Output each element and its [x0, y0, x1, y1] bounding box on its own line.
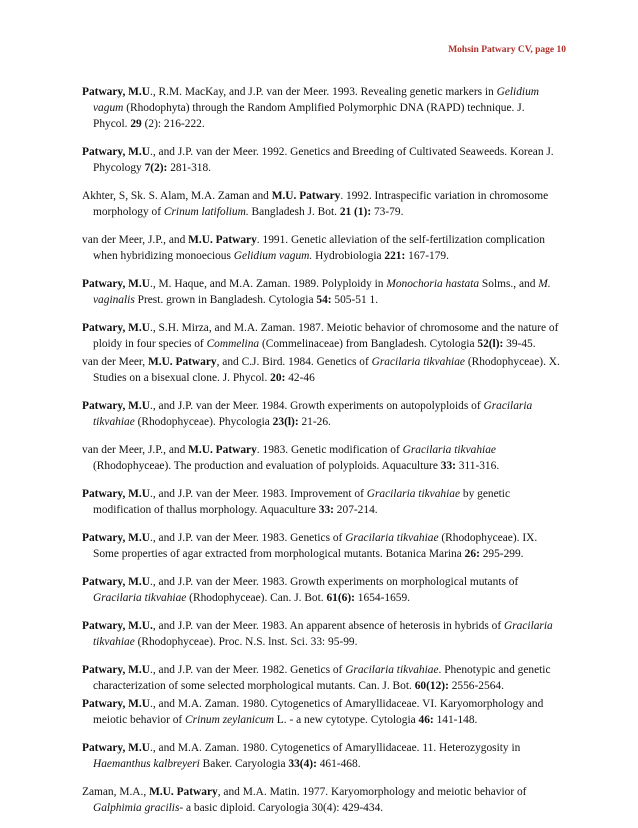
- reference-entry: [82, 662, 560, 694]
- italic-text: Gracilaria tikvahiae: [371, 356, 465, 368]
- bold-text: Patwary, M.U: [82, 400, 151, 412]
- reference-text: van der Meer,: [82, 356, 148, 368]
- bold-text: 33:: [440, 460, 456, 472]
- reference-text: by genetic modification of thallus morphology. Aquaculture: [93, 488, 511, 516]
- italic-text: Gracilaria tikvahiae: [345, 532, 439, 544]
- bold-text: Patwary, M.U: [82, 488, 151, 500]
- bold-text: Patwary, M.U: [82, 146, 151, 158]
- reference-text: Baker. Caryologia: [199, 758, 289, 770]
- bold-text: 33:: [318, 504, 334, 516]
- reference-text: (Rhodophyta) through the Random Amplified Polymorphic DNA (RAPD) technique. J. Phycol.: [93, 102, 525, 130]
- italic-text: Gelidium vagum.: [233, 250, 313, 262]
- italic-text: M. vaginalis: [93, 278, 551, 306]
- italic-text: Gracilaria tikvahiae: [366, 488, 461, 500]
- reference-text: van der Meer, J.P., and: [82, 234, 189, 246]
- reference-text: Prest. grown in Bangladesh. Cytologia: [134, 294, 317, 306]
- reference-entry: [82, 618, 560, 650]
- reference-text: ., and J.P. van der Meer. 1982. Genetics of: [150, 664, 346, 676]
- reference-text: 207-214.: [333, 504, 378, 516]
- bold-text: 20:: [270, 372, 286, 384]
- italic-text: Monochoria hastata: [386, 278, 480, 290]
- reference-text: , and J.P. van der Meer. 1983. An apparent absence of heterosis in hybrids of: [152, 620, 504, 632]
- bold-text: 23(l):: [272, 416, 299, 428]
- italic-text: Crinum zeylanicum: [185, 714, 274, 726]
- reference-text: ., and M.A. Zaman. 1980. Cytogenetics of Amaryllidaceae. VI. Karyomorphology and meiotic behavior of: [93, 698, 544, 726]
- reference-text: 141-148.: [433, 714, 478, 726]
- bold-text: Patwary, M.U: [82, 278, 151, 290]
- reference-text: , and M.A. Matin. 1977. Karyomorphology and meiotic behavior of: [217, 786, 527, 798]
- bold-text: 61(6):: [326, 592, 355, 604]
- reference-entry: [82, 276, 560, 308]
- reference-text: (2): 216-222.: [141, 118, 205, 130]
- reference-text: 21-26.: [298, 416, 331, 428]
- reference-text: Solms., and: [479, 278, 539, 290]
- bold-text: Patwary, M.U: [82, 698, 151, 710]
- reference-list: [82, 84, 560, 828]
- reference-entry: [82, 320, 560, 352]
- reference-entry: [82, 398, 560, 430]
- reference-text: 311-316.: [455, 460, 500, 472]
- italic-text: Gracilaria tikvahiae: [93, 620, 553, 648]
- reference-entry: [82, 232, 560, 264]
- bold-text: Patwary, M.U.: [82, 620, 153, 632]
- reference-text: (Rhodophyceae). IX. Some properties of agar extracted from morphological mutants. Botanica Marina: [93, 532, 538, 560]
- bold-text: 7(2):: [144, 162, 168, 174]
- bold-text: 46:: [418, 714, 434, 726]
- bold-text: Patwary, M.U: [82, 532, 151, 544]
- reference-text: ., S.H. Mirza, and M.A. Zaman. 1987. Meiotic behavior of chromosome and the nature of ploidy in four species of: [93, 322, 559, 350]
- reference-entry: [82, 442, 560, 474]
- reference-text: 461-468.: [316, 758, 361, 770]
- bold-text: 21 (1):: [339, 206, 372, 218]
- reference-text: (Rhodophyceae). Proc. N.S. lnst. Sci. 33: 95-99.: [134, 636, 358, 648]
- italic-text: Haemanthus kalbreyeri: [93, 758, 200, 770]
- bold-text: M.U. Patwary: [147, 356, 217, 368]
- bold-text: 60(12):: [414, 680, 449, 692]
- reference-text: . 1983. Genetic modification of: [256, 444, 403, 456]
- reference-text: 505-51 1.: [331, 294, 379, 306]
- reference-text: (Rhodophyceae). Can. J. Bot.: [186, 592, 327, 604]
- reference-text: 295-299.: [479, 548, 524, 560]
- reference-text: . 1991. Genetic alleviation of the self-fertilization complication when hybridizing monoecious: [93, 234, 545, 262]
- reference-text: Zaman, M.A.,: [82, 786, 150, 798]
- reference-text: 167-179.: [405, 250, 449, 262]
- reference-text: 42-46: [285, 372, 315, 384]
- reference-entry: [82, 696, 560, 728]
- reference-text: . 1992. Intraspecific variation in chromosome morphology of: [93, 190, 549, 218]
- bold-text: M.U. Patwary: [188, 444, 257, 456]
- bold-text: 26:: [464, 548, 480, 560]
- reference-text: 2556-2564.: [448, 680, 504, 692]
- reference-entry: [82, 574, 560, 606]
- reference-text: van der Meer, J.P., and: [82, 444, 189, 456]
- bold-text: Patwary, M.U: [82, 86, 151, 98]
- bold-text: Patwary, M.U: [82, 576, 151, 588]
- bold-text: 54:: [316, 294, 332, 306]
- reference-text: L. - a new cytotype. Cytologia: [273, 714, 419, 726]
- reference-text: ., M. Haque, and M.A. Zaman. 1989. Polyploidy in: [150, 278, 387, 290]
- reference-entry: [82, 530, 560, 562]
- bold-text: Patwary, M.U: [82, 322, 151, 334]
- italic-text: Gracilaria tikvahiae: [402, 444, 496, 456]
- reference-text: (Commelinaceae) from Bangladesh. Cytologia: [259, 338, 478, 350]
- bold-text: 52(l):: [477, 338, 504, 350]
- bold-text: 33(4):: [288, 758, 317, 770]
- reference-text: Hydrobiologia: [312, 250, 385, 262]
- reference-entry: [82, 740, 560, 772]
- bold-text: 221:: [384, 250, 406, 262]
- bold-text: Patwary, M.U: [82, 742, 151, 754]
- italic-text: Gracilaria tikvahiae: [93, 400, 533, 428]
- reference-entry: [82, 144, 560, 176]
- bold-text: M.U. Patwary: [149, 786, 218, 798]
- reference-entry: [82, 84, 560, 132]
- reference-text: ., R.M. MacKay, and J.P. van der Meer. 1993. Revealing genetic markers in: [150, 86, 497, 98]
- reference-entry: [82, 354, 560, 386]
- reference-text: Bangladesh J. Bot.: [248, 206, 340, 218]
- italic-text: Crinum latifolium.: [163, 206, 249, 218]
- reference-entry: [82, 188, 560, 220]
- italic-text: Gelidium vagum: [93, 86, 540, 114]
- reference-text: (Rhodophyceae). X. Studies on a bisexual clone. J. Phycol.: [93, 356, 560, 384]
- reference-text: , and C.J. Bird. 1984. Genetics of: [216, 356, 372, 368]
- reference-text: ., and J.P. van der Meer. 1983. Improvement of: [150, 488, 367, 500]
- reference-text: - a basic diploid. Caryologia 30(4): 429-434.: [179, 802, 384, 814]
- reference-text: (Rhodophyceae). The production and evaluation of polyploids. Aquaculture: [93, 460, 441, 472]
- bold-text: M.U. Patwary: [188, 234, 257, 246]
- reference-text: 281-318.: [167, 162, 212, 174]
- reference-text: 73-79.: [371, 206, 404, 218]
- reference-text: ., and J.P. van der Meer. 1983. Growth experiments on morphological mutants of: [150, 576, 519, 588]
- reference-text: Akhter, S, Sk. S. Alam, M.A. Zaman and: [82, 190, 272, 202]
- bold-text: Patwary, M.U: [82, 664, 151, 676]
- italic-text: Gracilaria tikvahiae: [345, 664, 439, 676]
- bold-text: 29: [130, 118, 142, 130]
- reference-text: ., and M.A. Zaman. 1980. Cytogenetics of Amaryllidaceae. 11. Heterozygosity in: [150, 742, 521, 754]
- reference-text: ., and J.P. van der Meer. 1992. Genetics and Breeding of Cultivated Seaweeds. Korean J. Phycology: [93, 146, 554, 174]
- reference-text: (Rhodophyceae). Phycologia: [134, 416, 273, 428]
- page-header: Mohsin Patwary CV, page 10: [448, 45, 566, 55]
- reference-entry: [82, 486, 560, 518]
- reference-text: 1654-1659.: [354, 592, 411, 604]
- reference-text: . Phenotypic and genetic characterization of some selected morphological mutants. Can. J. Bot.: [93, 664, 551, 692]
- italic-text: Gracilaria tikvahiae: [93, 592, 187, 604]
- reference-text: ., and J.P. van der Meer. 1984. Growth experiments on autopolyploids of: [150, 400, 484, 412]
- reference-entry: [82, 784, 560, 816]
- italic-text: Commelina: [206, 338, 260, 350]
- reference-text: 39-45.: [503, 338, 536, 350]
- bold-text: M.U. Patwary: [271, 190, 341, 202]
- reference-text: ., and J.P. van der Meer. 1983. Genetics of: [150, 532, 346, 544]
- italic-text: Galphimia gracilis: [93, 802, 180, 814]
